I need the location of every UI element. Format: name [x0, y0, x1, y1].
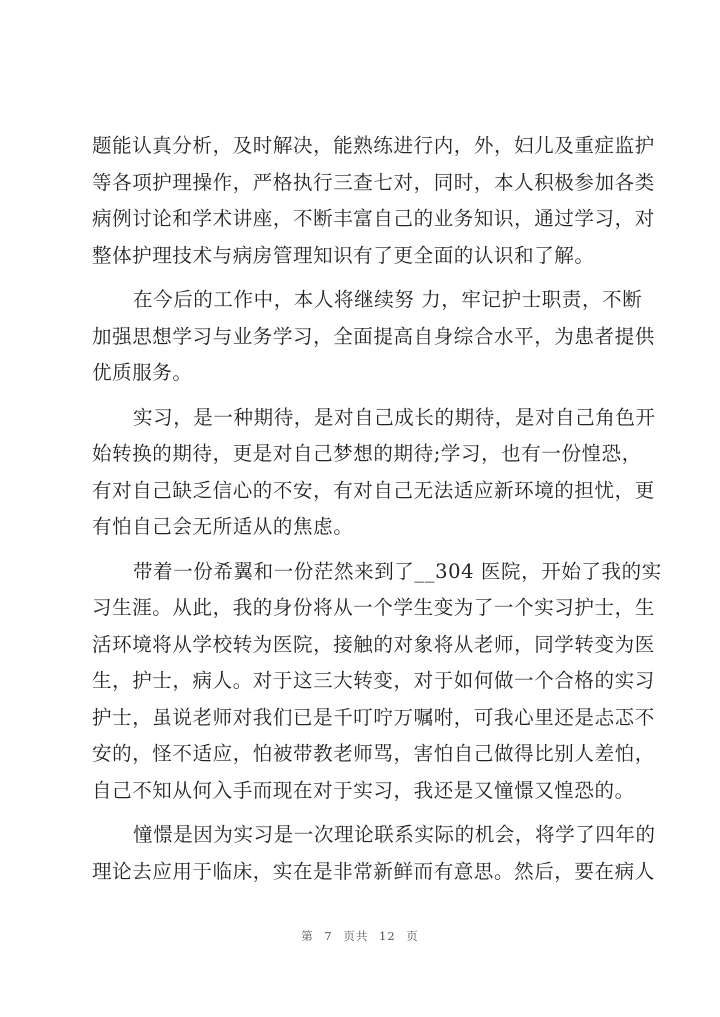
text-line: 憧憬是因为实习是一次理论联系实际的机会，将学了四年的 — [133, 823, 656, 846]
page-footer — [0, 928, 720, 944]
footer-prefix: 第 — [301, 929, 314, 943]
paragraph-gap — [92, 809, 640, 817]
footer-middle: 页共 — [343, 929, 369, 943]
text-line: 病例讨论和学术讲座，不断丰富自己的业务知识，通过学习，对 — [92, 207, 655, 230]
text-line: 有对自己缺乏信心的不安，有对自己无法适应新环境的担忧，更 — [92, 478, 655, 502]
text-line: 有怕自己会无所适从的焦虑。 — [92, 515, 354, 538]
document-body — [92, 128, 662, 890]
text-line: 活环境将从学校转为医院，接触的对象将从老师，同学转变为医 — [92, 632, 655, 656]
footer-suffix: 页 — [406, 929, 419, 943]
text-line: 在今后的工作中，本人将继续努 力，牢记护士职责，不断 — [133, 288, 643, 311]
text-line: 优质服务。 — [92, 361, 193, 384]
text-line: 安的，怪不适应，怕被带教老师骂，害怕自己做得比别人差怕， — [92, 742, 655, 765]
paragraph — [92, 282, 655, 392]
text-line: 题能认真分析，及时解决，能熟练进行内，外，妇儿及重症监护 — [92, 134, 655, 157]
paragraph — [92, 128, 655, 274]
text-line: 习生涯。从此，我的身份将从一个学生变为了一个实习护士，生 — [92, 596, 655, 619]
text-line: 自己不知从何入手而现在对于实习，我还是又憧憬又惶恐的。 — [92, 778, 635, 802]
text-line: 理论去应用于临床，实在是非常新鲜而有意思。然后，要在病人 — [92, 859, 655, 883]
text-line: 带着一份希翼和一份茫然来到了__304 医院，开始了我的实 — [133, 559, 662, 583]
paragraph — [92, 554, 662, 810]
paragraph-gap — [92, 546, 640, 554]
text-line: 等各项护理操作，严格执行三查七对，同时，本人积极参加各类 — [92, 170, 655, 194]
text-line: 生，护士，病人。对于这三大转变，对于如何做一个合格的实习 — [92, 669, 655, 692]
paragraph-gap — [92, 392, 640, 400]
text-line: 始转换的期待，更是对自己梦想的期待;学习，也有一份惶恐， — [92, 442, 642, 465]
footer-current-page: 7 — [324, 929, 333, 943]
paragraph — [92, 817, 656, 890]
paragraph-gap — [92, 274, 640, 282]
text-line: 护士，虽说老师对我们已是千叮咛万嘱咐，可我心里还是忐忑不 — [92, 705, 655, 729]
text-line: 实习，是一种期待，是对自己成长的期待，是对自己角色开 — [133, 405, 656, 429]
paragraph — [92, 400, 656, 546]
text-line: 整体护理技术与病房管理知识有了更全面的认识和了解。 — [92, 243, 595, 267]
text-line: 加强思想学习与业务学习，全面提高自身综合水平，为患者提供 — [92, 324, 655, 348]
footer-total-pages: 12 — [379, 929, 396, 943]
